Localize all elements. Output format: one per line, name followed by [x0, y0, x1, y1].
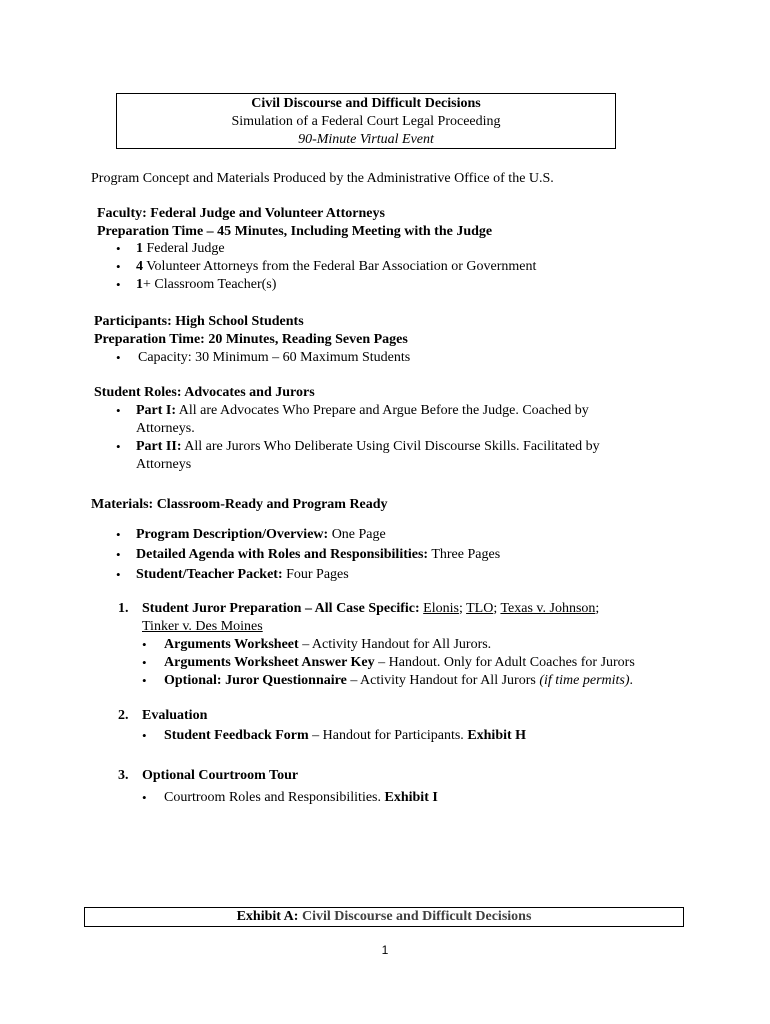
bullet: •: [116, 241, 121, 256]
title-box: [116, 93, 616, 149]
roles-list: [116, 402, 676, 474]
intro-line: Program Concept and Materials Produced by the Administrative Office of the U.S.: [91, 171, 554, 186]
participants-heading: Participants: High School Students: [94, 314, 304, 329]
exhibit-title: Civil Discourse and Difficult Decisions: [298, 909, 532, 924]
list-item: • Detailed Agenda with Roles and Responsibilities: Three Pages: [116, 547, 501, 562]
bullet: •: [116, 259, 121, 274]
document-title: Civil Discourse and Difficult Decisions: [251, 96, 481, 111]
bullet: •: [116, 277, 121, 292]
section-heading: Evaluation: [142, 708, 208, 723]
bullet: •: [116, 350, 121, 365]
list-item: • Student/Teacher Packet: Four Pages: [116, 567, 349, 582]
list-item: • Courtroom Roles and Responsibilities. Exhibit I: [142, 790, 438, 805]
list-item: • Arguments Worksheet – Activity Handout for All Jurors.: [142, 637, 492, 652]
section1-heading-line: Student Juror Preparation – All Case Specific: Elonis; TLO; Texas v. Johnson;: [142, 601, 600, 616]
bullet: •: [142, 673, 147, 688]
list-item: • Arguments Worksheet Answer Key – Handout. Only for Adult Coaches for Jurors: [142, 655, 635, 670]
event-format: 90-Minute Virtual Event: [298, 132, 434, 147]
list-item: • Part I: All are Advocates Who Prepare and Argue Before the Judge. Coached by Attorneys.: [116, 403, 589, 436]
materials-heading: Materials: Classroom-Ready and Program Ready: [91, 497, 388, 512]
bullet: •: [116, 403, 121, 418]
case-link[interactable]: Texas v. Johnson: [500, 601, 596, 616]
section-heading: Student Juror Preparation – All Case Specific:: [142, 601, 420, 616]
case-link[interactable]: Tinker v. Des Moines: [142, 619, 263, 634]
document-subtitle: Simulation of a Federal Court Legal Proceeding: [231, 114, 501, 129]
page-number: 1: [381, 943, 389, 957]
section1-list: [142, 636, 702, 690]
bullet: •: [116, 439, 121, 454]
list-item: • Part II: All are Jurors Who Deliberate Using Civil Discourse Skills. Facilitated by Attorneys: [116, 439, 600, 472]
case-link[interactable]: TLO: [466, 601, 494, 616]
list-item: • Capacity: 30 Minimum – 60 Maximum Students: [116, 350, 411, 365]
exhibit-a-heading: [84, 907, 684, 927]
roles-heading: Student Roles: Advocates and Jurors: [94, 385, 315, 400]
section-number: 1.: [118, 601, 129, 616]
list-item: • Student Feedback Form – Handout for Participants. Exhibit H: [142, 728, 527, 743]
faculty-prep-heading: Preparation Time – 45 Minutes, Including Meeting with the Judge: [97, 224, 493, 239]
participants-prep-heading: Preparation Time: 20 Minutes, Reading Seven Pages: [94, 332, 408, 347]
faculty-heading: Faculty: Federal Judge and Volunteer Attorneys: [97, 206, 385, 221]
bullet: •: [142, 790, 147, 805]
materials-list: [116, 526, 676, 586]
bullet: •: [142, 655, 147, 670]
list-item: • Program Description/Overview: One Page: [116, 527, 386, 542]
list-item: • Optional: Juror Questionnaire – Activity Handout for All Jurors (if time permits).: [142, 673, 634, 688]
bullet: •: [116, 527, 121, 542]
case-link[interactable]: Elonis: [423, 601, 459, 616]
bullet: •: [116, 547, 121, 562]
section-heading: Optional Courtroom Tour: [142, 768, 299, 783]
section-number: 2.: [118, 708, 129, 723]
section-number: 3.: [118, 768, 129, 783]
bullet: •: [116, 567, 121, 582]
bullet: •: [142, 728, 147, 743]
bullet: •: [142, 637, 147, 652]
exhibit-label: Exhibit A:: [236, 909, 299, 924]
